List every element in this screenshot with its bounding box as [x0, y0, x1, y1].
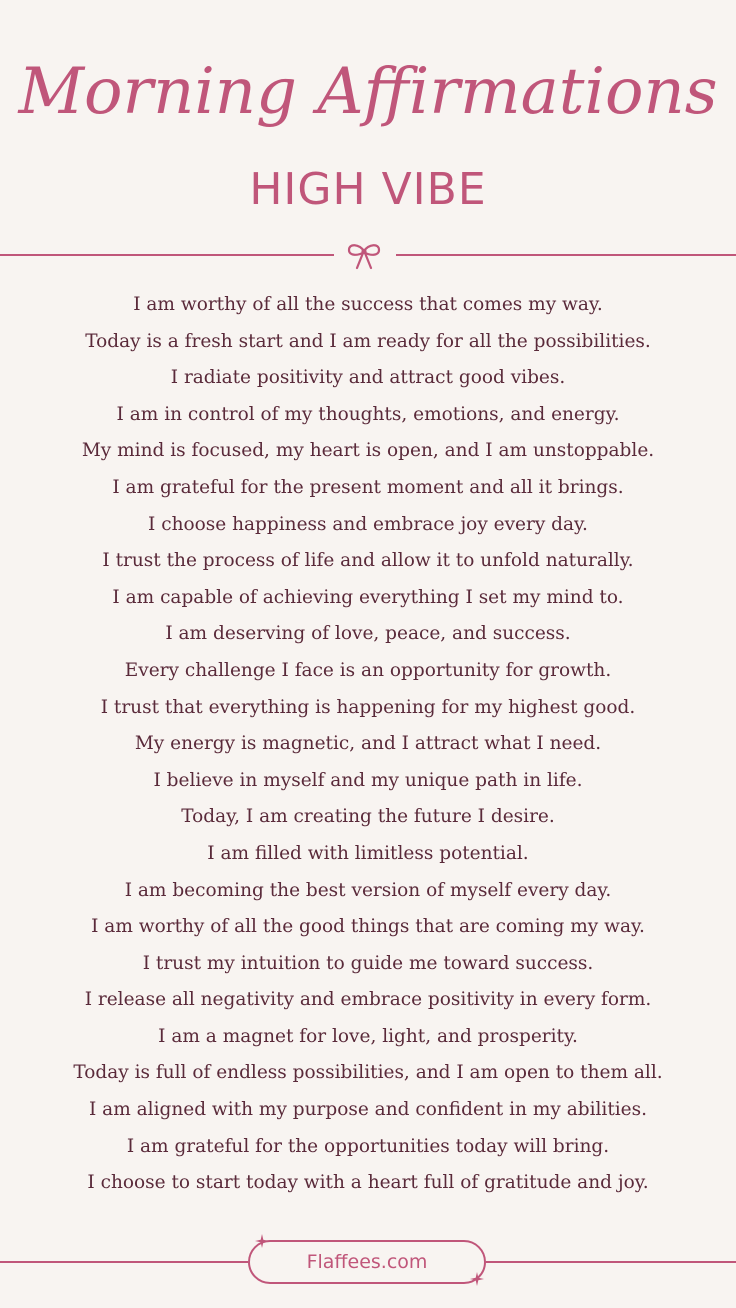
affirmation-item: I am in control of my thoughts, emotions, and energy.: [116, 403, 620, 425]
affirmation-item: I am grateful for the opportunities today will bring.: [126, 1135, 610, 1157]
affirmation-item: Today is full of endless possibilities, and I am open to them all.: [73, 1062, 663, 1084]
affirmation-item: I am becoming the best version of myself every day.: [124, 879, 612, 901]
affirmation-item: I trust my intuition to guide me toward success.: [142, 952, 594, 974]
affirmation-list: [0, 287, 736, 1202]
affirmation-item: I radiate positivity and attract good vibes.: [170, 367, 566, 389]
affirmation-item: I am deserving of love, peace, and success.: [165, 623, 571, 645]
website-label: Flaffees.com: [306, 1251, 428, 1273]
divider-left: [0, 254, 334, 256]
divider-right: [396, 254, 736, 256]
affirmation-item: I am aligned with my purpose and confident in my abilities.: [88, 1099, 648, 1121]
affirmation-item: Every challenge I face is an opportunity for growth.: [124, 659, 612, 681]
affirmation-item: I choose to start today with a heart full of gratitude and joy.: [87, 1172, 649, 1194]
affirmation-item: I trust the process of life and allow it to unfold naturally.: [102, 550, 634, 572]
affirmation-item: My mind is focused, my heart is open, and I am unstoppable.: [81, 440, 655, 462]
sparkle-icon: [470, 1272, 484, 1286]
page-title: Morning Affirmations: [18, 55, 718, 129]
sparkle-icon: [255, 1234, 269, 1248]
footer-line-right: [486, 1261, 736, 1263]
affirmation-item: I trust that everything is happening for my highest good.: [100, 696, 636, 718]
affirmation-item: I am worthy of all the success that comes my way.: [133, 294, 603, 315]
website-link[interactable]: [248, 1240, 486, 1284]
affirmation-item: My energy is magnetic, and I attract what I need.: [134, 733, 602, 755]
affirmation-item: I release all negativity and embrace positivity in every form.: [84, 989, 652, 1011]
page-subtitle: HIGH VIBE: [249, 164, 487, 215]
affirmation-item: I am grateful for the present moment and all it brings.: [112, 476, 624, 498]
affirmation-item: I choose happiness and embrace joy every day.: [148, 513, 588, 535]
affirmation-item: Today, I am creating the future I desire.: [181, 806, 555, 828]
bow-icon: [346, 240, 382, 272]
affirmation-item: I am worthy of all the good things that are coming my way.: [91, 916, 645, 938]
affirmation-item: I am capable of achieving everything I set my mind to.: [112, 586, 624, 608]
affirmation-item: Today is a fresh start and I am ready for all the possibilities.: [85, 330, 651, 352]
affirmation-item: I believe in myself and my unique path in life.: [153, 769, 583, 791]
footer-line-left: [0, 1261, 248, 1263]
affirmation-item: I am a magnet for love, light, and prosperity.: [158, 1025, 578, 1047]
affirmation-item: I am filled with limitless potential.: [207, 842, 529, 864]
